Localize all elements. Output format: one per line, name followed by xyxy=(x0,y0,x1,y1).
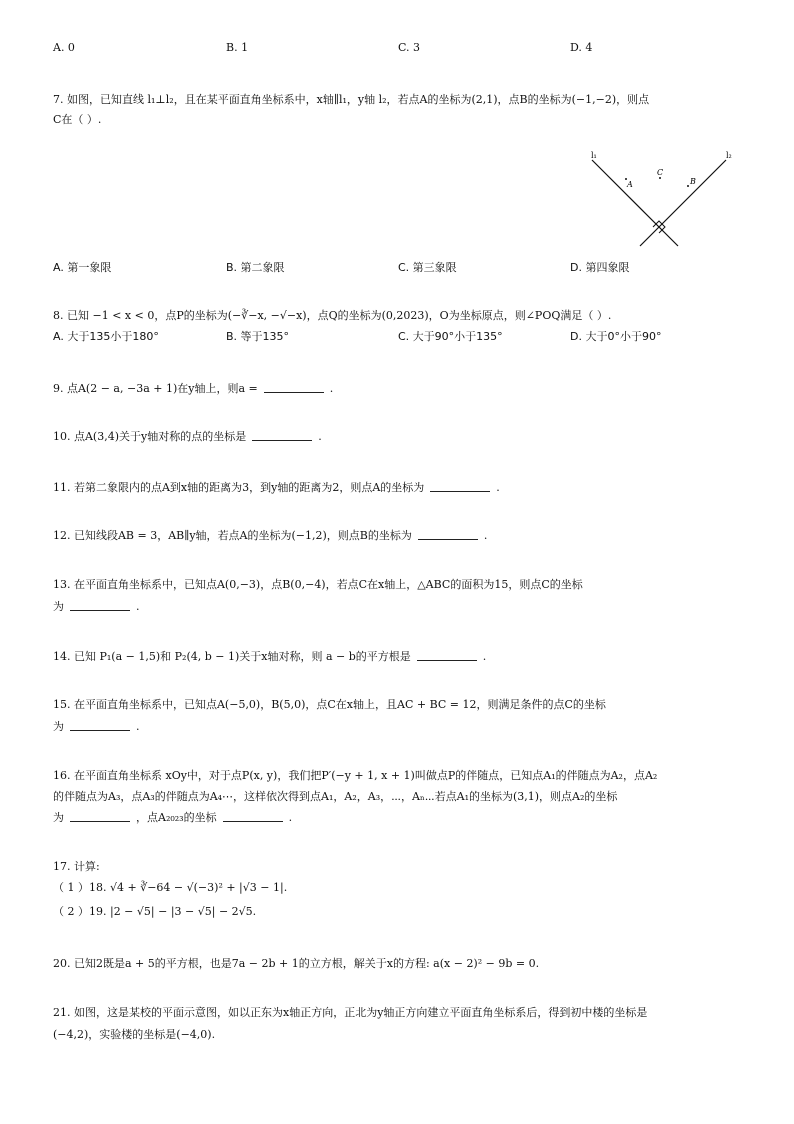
q7-line1: 7. 如图，已知直线 l₁⊥l₂，且在某平面直角坐标系中，x轴∥l₁，y轴 l₂，若点A的坐标为(2,1)，点B的坐标为(−1,−2)，则点 xyxy=(53,93,650,106)
q15-line1: 15. 在平面直角坐标系中，已知点A(−5,0)，B(5,0)，点C在x轴上，且AC + BC = 12，则满足条件的点C的坐标 xyxy=(53,698,606,711)
q10: 10. 点A(3,4)关于y轴对称的点的坐标是 . xyxy=(53,430,322,443)
q14: 14. 已知 P₁(a − 1,5)和 P₂(4, b − 1)关于x轴对称，则 a − b的平方根是 . xyxy=(53,650,487,663)
point-b xyxy=(687,185,689,187)
q14-answer-blank[interactable] xyxy=(417,650,477,661)
q8-option-d: D. 大于0°小于90° xyxy=(570,330,662,343)
q6-option-a: A. 0 xyxy=(53,41,75,54)
q13-line1: 13. 在平面直角坐标系中，已知点A(0,−3)，点B(0,−4)，若点C在x轴上，△ABC的面积为15，则点C的坐标 xyxy=(53,578,583,591)
q11-answer-blank[interactable] xyxy=(430,481,490,492)
q16-answer-blank-1[interactable] xyxy=(70,811,130,822)
q16-line3: 为 ，点A₂₀₂₃的坐标 . xyxy=(53,811,293,824)
q16-line2: 的伴随点为A₃，点A₃的伴随点为A₄⋯，这样依次得到点A₁，A₂，A₃，⋯，Aₙ⋯若点A₁的坐标为(3,1)，则点A₂的坐标 xyxy=(53,790,618,803)
q6-option-c: C. 3 xyxy=(398,41,421,54)
q6-option-d: D. 4 xyxy=(570,41,593,54)
q7-option-a: A. 第一象限 xyxy=(53,261,112,274)
q13-line2: 为 . xyxy=(53,600,140,613)
q16-answer-blank-2[interactable] xyxy=(223,811,283,822)
q17-item2: （ 2 ）19. |2 − √5| − |3 − √5| − 2√5. xyxy=(53,905,257,918)
q21-line2: (−4,2)，实验楼的坐标是(−4,0). xyxy=(53,1028,216,1041)
label-a: A xyxy=(627,180,633,189)
q17-item1: （ 1 ）18. √4 + ∛−64 − √(−3)² + |√3 − 1|. xyxy=(53,881,288,894)
q21-line1: 21. 如图，这是某校的平面示意图，如以正东为x轴正方向，正北为y轴正方向建立平面直角坐标系后，得到初中楼的坐标是 xyxy=(53,1006,648,1019)
q7-line2: C在（ ）. xyxy=(53,113,102,126)
q7-figure xyxy=(586,148,746,252)
q8-line1: 8. 已知 −1 < x < 0，点P的坐标为(−∛−x, −√−x)，点Q的坐标为(0,2023)，O为坐标原点，则∠POQ满足（ ）. xyxy=(53,309,612,322)
q10-answer-blank[interactable] xyxy=(252,430,312,441)
q15-answer-blank[interactable] xyxy=(70,720,130,731)
q9: 9. 点A(2 − a, −3a + 1)在y轴上，则a = . xyxy=(53,382,334,395)
q7-option-b: B. 第二象限 xyxy=(226,261,285,274)
q20: 20. 已知2既是a + 5的平方根，也是7a − 2b + 1的立方根，解关于x的方程: a(x − 2)² − 9b = 0. xyxy=(53,957,540,970)
q8-option-c: C. 大于90°小于135° xyxy=(398,330,503,343)
point-c xyxy=(659,177,661,179)
line-l2 xyxy=(640,160,726,246)
q11: 11. 若第二象限内的点A到x轴的距离为3，到y轴的距离为2，则点A的坐标为 . xyxy=(53,481,500,494)
q7-option-d: D. 第四象限 xyxy=(570,261,630,274)
q8-option-b: B. 等于135° xyxy=(226,330,290,343)
line-l1 xyxy=(592,160,678,246)
q15-line2: 为 . xyxy=(53,720,140,733)
label-l1: l₁ xyxy=(591,151,597,160)
q8-option-a: A. 大于135小于180° xyxy=(53,330,159,343)
q16-line1: 16. 在平面直角坐标系 xOy中，对于点P(x, y)，我们把P′(−y + 1, x + 1)叫做点P的伴随点，已知点A₁的伴随点为A₂，点A₂ xyxy=(53,769,658,782)
q13-answer-blank[interactable] xyxy=(70,600,130,611)
label-b: B xyxy=(690,177,696,186)
q17-title: 17. 计算: xyxy=(53,860,100,873)
q9-answer-blank[interactable] xyxy=(264,382,324,393)
q12-answer-blank[interactable] xyxy=(418,529,478,540)
label-c: C xyxy=(657,168,664,177)
q12: 12. 已知线段AB = 3，AB∥y轴，若点A的坐标为(−1,2)，则点B的坐标为 . xyxy=(53,529,488,542)
label-l2: l₂ xyxy=(726,151,732,160)
q7-option-c: C. 第三象限 xyxy=(398,261,457,274)
q6-option-b: B. 1 xyxy=(226,41,249,54)
